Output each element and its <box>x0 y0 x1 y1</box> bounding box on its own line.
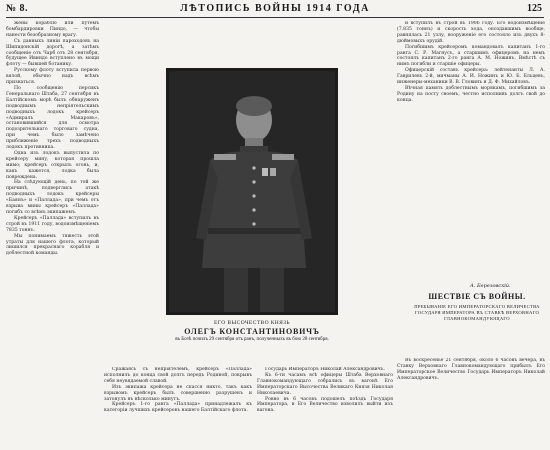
paragraph: Къ 6-ти часамъ всѣ офицеры Штаба Верховнаго Главнокомандующаго собрались въ вагонѣ Его Императорскаго Высочества Великаго Князя Николая Николаевича. <box>257 372 393 396</box>
paragraph: Изъ экипажа крейсера не спасся никто, такъ какъ взрывомъ крейсеръ былъ совершенно разрушенъ и затонулъ въ нѣсколько минутъ. <box>104 384 252 402</box>
paragraph: Ровно въ 6 часовъ подошелъ поѣздъ Государя Императора, и Его Величество изволилъ выйти изъ вагона. <box>257 396 393 414</box>
bottom-center-text <box>257 367 393 437</box>
paragraph: Русскому флоту вступила первою вялой, обычно надъ всѣмъ признаться. <box>6 68 99 86</box>
portrait-caption <box>140 320 364 344</box>
right-text-column-bottom <box>397 358 545 442</box>
paragraph: Офицерскій составъ крейсера: лейтенанты Л. А. Гаврилевъ 2-й, мичманы А. И. Ножинъ и Ю. Б. Ельцевъ, инженеры-механики В. В. Гловинъ и Д. Ф. Михайловъ. <box>397 68 545 86</box>
right-text-column <box>397 21 545 279</box>
publication-title: ЛѢТОПИСЬ ВОЙНЫ 1914 ГОДА <box>180 3 370 14</box>
portrait-figure <box>166 68 338 315</box>
page-number: 125 <box>527 3 542 14</box>
caption-title: ЕГО ВЫСОЧЕСТВО КНЯЗЬ <box>214 320 290 326</box>
caption-name: ОЛЕГЪ КОНСТАНТИНОВИЧЪ <box>184 327 320 336</box>
section-heading: ШЕСТВІЕ СЪ ВОЙНЫ. <box>428 292 526 301</box>
header-rule <box>6 17 544 18</box>
paragraph: По сообщенію персикъ Генеральнаго Штаба, 27 сентября въ Балтійскомъ морѣ былъ обнаруженъ подводнымъ непріятельскимъ подводныхъ лодокъ крейсеръ «Адмиралъ Макаровъ», остановившийся для осмотра подозрительнаго торговаго судна, при чемъ было замѣчено приближеніе трехъ подводныхъ лодокъ противника. <box>6 85 99 151</box>
section-subheading: ПРЕБЫВАНІЕ ЕГО ИМПЕРАТОРСКАГО ВЕЛИЧЕСТВА ГОСУДАРЯ ИМПЕРАТОРА ВЪ СТАВКѢ ВЕРХОВНАГО ГЛАВНОКОМАНДУЮЩАГО <box>414 304 540 321</box>
paragraph: Въ воскресенье 21 сентября, около 6 часовъ вечера, въ Ставку Верховнаго Главнокомандующаго прибылъ Его Императорское Величество Государь Императоръ Николай Александровичъ. <box>397 358 545 381</box>
issue-number: № 8. <box>6 3 29 14</box>
paragraph: Крейсеръ 1-го ранга «Паллада» принадлежалъ къ категоріи лучшихъ крейсеровъ нашего Балтійскаго флота. <box>104 402 252 414</box>
paragraph: Погибшимъ крейсеромъ командовалъ капитанъ 1-го ранга С. Р. Магнусъ, а старшимъ офицеромъ на немъ состоялъ капитанъ 2-го ранга А. М. Ножинъ. Вмѣстѣ съ нимъ погибли и старшіе офицеры. <box>397 44 545 68</box>
paragraph: Крейсеръ «Паллада» вступилъ въ строй въ 1911 году, водоизмѣщеніемъ 7835 тоннъ. <box>6 215 99 233</box>
paragraph: Сражаясь съ непріятелемъ, крейсеръ «Паллада» исполнилъ до конца свой долгъ передъ Родиной, покрывъ себя неувядаемой славой. <box>104 367 252 384</box>
paragraph: Вѣчная память доблестнымъ морякамъ, погибшимъ за Родину на посту своемъ, честно исполнивъ долгъ свой до конца. <box>397 85 545 103</box>
paragraph: На слѣдующій день, по той же причинѣ, подверглись атакѣ подводныхъ лодокъ крейсеры «Баянъ» и «Паллада», при чемъ отъ взрыва мины крейсеръ «Паллада» погибъ со всѣмъ экипажемъ. <box>6 180 99 215</box>
paragraph: Одна изъ лодокъ выпустила по крейсеру мину, которая прошла мимо; крейсеръ открылъ огонь, и, какъ кажется, лодка была повреждена. <box>6 150 99 180</box>
bottom-left-text <box>104 367 252 437</box>
caption-note: въ Бозѣ почилъ 29 сентября отъ ранъ, полученныхъ въ бою 28 сентября. <box>175 337 329 342</box>
left-text-column <box>6 21 99 445</box>
section-heading-block <box>412 292 542 322</box>
paragraph: Государь Императоръ Николай Александровичъ. <box>265 367 386 372</box>
paragraph: Мы понимаемъ тяжесть этой утраты для нашего флота, который лишился прекраснаго корабля и доблестной команды. <box>6 233 99 257</box>
page-header <box>0 0 550 20</box>
paragraph: Съ данныхъ линіи пароходовъ на Шипидонскій дорогѣ, а затѣмъ сообщеніе отъ Чарб отъ 28 сентября, будущее Ивиндо вступлено въ мощи флоту — бывшей ботанику. <box>6 38 99 68</box>
author-signature: А. Березовскій. <box>470 283 511 289</box>
paragraph: и вступилъ въ строй въ 1906 году. Его водоизмѣщеніе (7.835 тоннъ) и скорость хода, опоздавшимъ вообще, равнялась 21 узлу, вооруженіе его состояло изъ двухъ 8-дюймовыхъ орудій. <box>397 21 545 44</box>
paragraph: жены кораблю или путемъ бомбардировки Пиндо, — чтобы нанести безобразному врагу. <box>6 21 99 38</box>
portrait-photo <box>166 68 338 315</box>
